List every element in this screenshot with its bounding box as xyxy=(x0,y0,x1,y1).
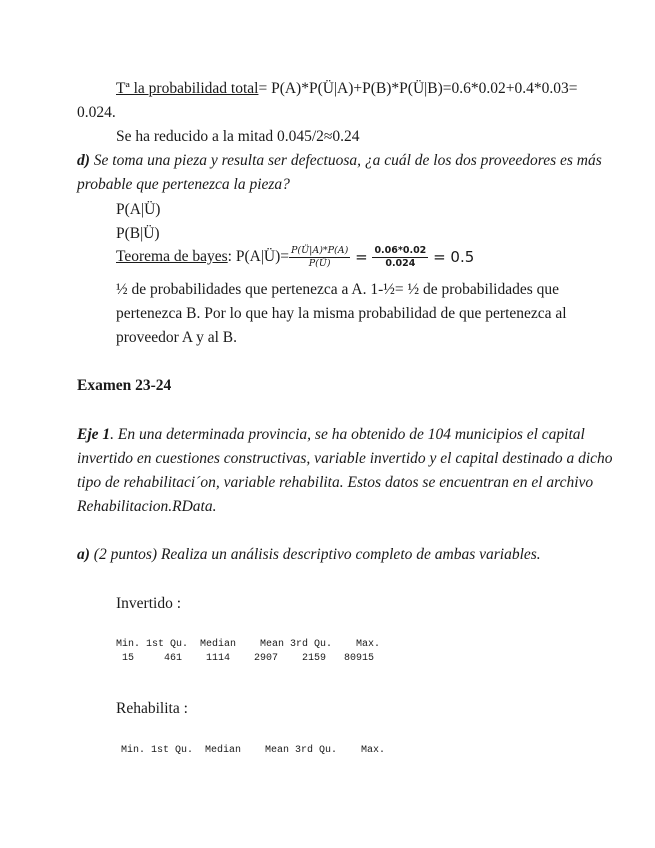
bayes-fraction-1 xyxy=(289,246,350,268)
bayes-theorem-line xyxy=(116,246,474,268)
conclusion-line-1: ½ de probabilidades que pertenezca a A. 1-½= ½ de probabilidades que xyxy=(116,281,560,298)
invertido-summary-header: Min. 1st Qu. Median Mean 3rd Qu. Max. xyxy=(116,639,381,650)
bayes-denominator-2: 0.024 xyxy=(385,257,416,269)
question-d-line2: probable que pertenezca la pieza? xyxy=(77,176,290,193)
bayes-fraction-2 xyxy=(372,246,428,268)
exam-title: Examen 23-24 xyxy=(77,377,172,394)
question-d-line1 xyxy=(77,152,602,170)
rehabilita-label: Rehabilita : xyxy=(116,700,188,717)
exercise-1-line1 xyxy=(77,426,585,444)
rehabilita-summary-header: Min. 1st Qu. Median Mean 3rd Qu. Max. xyxy=(121,745,386,756)
prob-a-given-defect: P(A|Ü) xyxy=(116,201,161,218)
conclusion-line-2: pertenezca B. Por lo que hay la misma probabilidad de que pertenezca al xyxy=(116,305,567,322)
bayes-denominator-1: P(Ü) xyxy=(308,257,331,269)
bayes-equals-1: = xyxy=(350,248,373,266)
bayes-label: Teorema de bayes xyxy=(116,248,228,265)
bayes-result: = 0.5 xyxy=(428,248,475,266)
exercise-1-text-1: . En una determinada provincia, se ha obtenido de 104 municipios el capital xyxy=(110,426,585,443)
total-probability-result: 0.024. xyxy=(77,104,116,121)
part-a-line xyxy=(77,546,541,564)
invertido-summary-values: 15 461 1114 2907 2159 80915 xyxy=(116,653,375,664)
prob-b-given-defect: P(B|Ü) xyxy=(116,225,160,242)
part-a-text: (2 puntos) Realiza un análisis descriptivo completo de ambas variables. xyxy=(89,546,541,563)
exercise-1-label: Eje 1 xyxy=(77,426,111,443)
reduced-note: Se ha reducido a la mitad 0.045/2≈0.24 xyxy=(116,128,360,145)
total-probability-line xyxy=(116,80,577,98)
bayes-numerator-1: P(Ü|A)*P(A) xyxy=(291,245,349,256)
exercise-1-line4: Rehabilitacion.RData. xyxy=(77,498,217,515)
exercise-1-line2: invertido en cuestiones constructivas, variable invertido y el capital destinado a dicho xyxy=(77,450,613,467)
bayes-numerator-2: 0.06*0.02 xyxy=(374,245,427,256)
conclusion-line-3: proveedor A y al B. xyxy=(116,329,237,346)
exercise-1-line3: tipo de rehabilitaci´on, variable rehabilita. Estos datos se encuentran en el archivo xyxy=(77,474,594,491)
invertido-label: Invertido : xyxy=(116,595,181,612)
total-probability-label: Tª la probabilidad total xyxy=(116,80,259,97)
question-d-label: d) xyxy=(77,152,90,169)
part-a-label: a) xyxy=(77,546,90,563)
question-d-text-1: Se toma una pieza y resulta ser defectuosa, ¿a cuál de los dos proveedores es más xyxy=(89,152,602,169)
total-probability-formula: = P(A)*P(Ü|A)+P(B)*P(Ü|B)=0.6*0.02+0.4*0.03= xyxy=(258,80,578,97)
bayes-prefix: : P(A|Ü)= xyxy=(227,248,290,265)
